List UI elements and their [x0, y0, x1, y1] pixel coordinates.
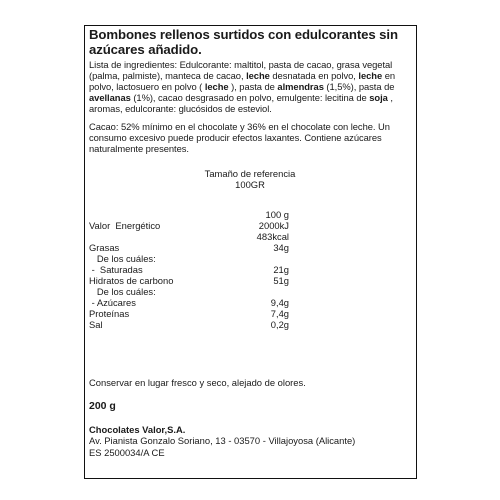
nutrient-label: Sal — [89, 319, 103, 330]
company-name: Chocolates Valor,S.A. — [89, 424, 186, 435]
allergen-text: leche — [204, 81, 229, 92]
allergen-text: soja — [369, 92, 388, 103]
net-weight: 200 g — [89, 400, 116, 412]
nutrient-value: 9,4g — [270, 297, 289, 308]
nutrition-row — [89, 319, 289, 330]
cacao-note: Cacao: 52% mínimo en el chocolate y 36% en el chocolate con leche. Un consumo excesivo puede producir efectos laxantes. Contiene azúcares naturalmente presentes. — [89, 121, 390, 154]
ingredients-list — [89, 59, 415, 114]
ingredient-text: desnatada en polvo, — [269, 70, 359, 81]
ingredient-text: ), pasta de — [228, 81, 278, 92]
nutrient-value: 51g — [273, 275, 289, 286]
nutrient-label: De los cuáles: — [89, 286, 156, 297]
allergen-text: avellanas — [89, 92, 131, 103]
reference-size-header — [190, 168, 310, 190]
nutrient-value: 0,2g — [270, 319, 289, 330]
nutrition-row — [89, 275, 289, 286]
reference-size-label: Tamaño de referencia — [204, 168, 296, 179]
nutrient-label: - Saturadas — [89, 264, 143, 275]
nutrition-row — [89, 264, 289, 275]
nutrient-value: 483kcal — [256, 231, 289, 242]
nutrient-label: - Azúcares — [89, 297, 136, 308]
ingredient-text: , aromas, edulcorante: glucósidos de esteviol. — [89, 92, 393, 114]
product-title: Bombones rellenos surtidos con edulcorantes sin azúcares añadido. — [89, 27, 398, 57]
ingredient-text: Lista de ingredientes: Edulcorante: maltitol, pasta de cacao, grasa vegetal (palma, palmiste), manteca de cacao, — [89, 59, 393, 81]
allergen-text: almendras — [277, 81, 324, 92]
ingredient-text: (1%), cacao desgrasado en polvo, emulgente: lecitina de — [130, 92, 370, 103]
nutrition-row — [89, 220, 289, 231]
nutrition-row — [89, 286, 289, 297]
ingredient-text: (1,5%), pasta de — [323, 81, 395, 92]
nutrient-label: Valor Energético — [89, 220, 161, 231]
ingredient-text: en polvo, lactosuero en polvo ( — [89, 70, 396, 92]
nutrition-row — [89, 297, 289, 308]
nutrient-label: Hidratos de carbono — [89, 275, 174, 286]
storage-instructions: Conservar en lugar fresco y seco, alejado de olores. — [89, 377, 306, 388]
nutrient-label: Grasas — [89, 242, 120, 253]
nutrient-label: Proteínas — [89, 308, 130, 319]
allergen-text: leche — [246, 70, 270, 81]
nutrient-label: De los cuáles: — [89, 253, 156, 264]
nutrient-value: 2000kJ — [258, 220, 289, 231]
nutrient-value: 34g — [273, 242, 289, 253]
nutrition-row — [89, 209, 289, 220]
allergen-text: leche — [358, 70, 383, 81]
nutrition-row — [89, 231, 289, 242]
nutrition-row — [89, 253, 289, 264]
reference-size-unit: 100GR — [235, 179, 265, 190]
health-registry: ES 2500034/A CE — [89, 447, 165, 458]
nutrient-value: 100 g — [265, 209, 289, 220]
nutrient-value: 21g — [273, 264, 289, 275]
nutrient-value: 7,4g — [270, 308, 289, 319]
nutrition-row — [89, 242, 289, 253]
nutrition-row — [89, 308, 289, 319]
company-address: Av. Pianista Gonzalo Soriano, 13 - 03570 - Villajoyosa (Alicante) — [89, 435, 356, 446]
